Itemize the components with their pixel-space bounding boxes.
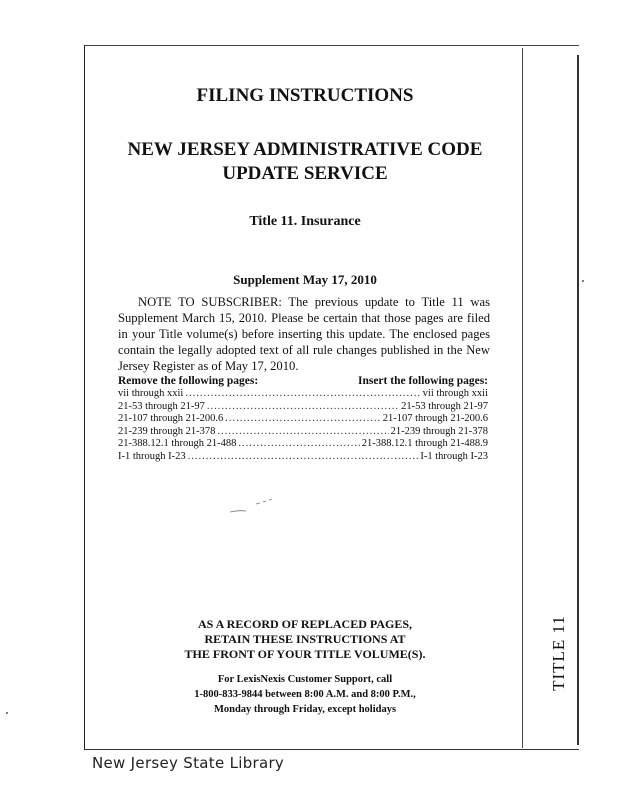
subtitle-line-1: NEW JERSEY ADMINISTRATIVE CODE: [127, 139, 483, 160]
record-line-2: RETAIN THESE INSTRUCTIONS AT: [204, 632, 406, 646]
page-replacement-table: [118, 375, 488, 463]
title-tab-label: TITLE 11: [549, 615, 568, 691]
leader-dots: [225, 413, 380, 426]
tab-outer-edge: [577, 55, 579, 745]
title-number: Title 11. Insurance: [249, 214, 361, 229]
leader-dots: [188, 451, 419, 464]
record-notice: [150, 617, 460, 662]
table-row: [118, 451, 488, 464]
insert-range: 21-239 through 21-378: [390, 425, 488, 437]
table-header: [118, 375, 488, 387]
document-subtitle: [100, 138, 510, 186]
remove-range: vii through xxii: [118, 388, 184, 399]
tab-divider-line: [522, 48, 523, 748]
remove-range: I-1 through I-23: [118, 450, 186, 462]
support-line-3: Monday through Friday, except holidays: [213, 704, 397, 715]
table-row: [118, 401, 488, 414]
record-line-1: AS A RECORD OF REPLACED PAGES,: [197, 617, 413, 631]
leader-dots: [238, 438, 359, 451]
subtitle-line-2: UPDATE SERVICE: [222, 163, 388, 184]
remove-header: Remove the following pages:: [118, 375, 259, 387]
support-line-2: 1-800-833-9844 between 8:00 A.M. and 8:00 P.M.,: [194, 689, 416, 700]
supplement-date: Supplement May 17, 2010: [233, 272, 377, 287]
insert-header: Insert the following pages:: [357, 375, 488, 387]
remove-range: 21-388.12.1 through 21-488: [118, 438, 237, 449]
pencil-mark: [228, 496, 274, 516]
leader-dots: [217, 426, 388, 439]
scan-speck: [6, 712, 8, 714]
subscriber-note: NOTE TO SUBSCRIBER: The previous update to Title 11 was Supplement March 15, 2010. Please be certain that those pages are filed in your Title volume(s) before inserting this update. The enclosed pages contain the legally adopted text of all rule changes published in the New Jersey Register as of May 17, 2010.: [118, 295, 490, 373]
leader-dots: [185, 388, 420, 401]
remove-range: 21-53 through 21-97: [118, 400, 205, 412]
library-stamp: New Jersey State Library: [92, 754, 285, 772]
insert-range: I-1 through I-23: [420, 450, 488, 462]
table-row: [118, 438, 488, 451]
table-row: [118, 413, 488, 426]
customer-support-info: [150, 672, 460, 717]
table-row: [118, 388, 488, 401]
insert-range: 21-53 through 21-97: [401, 400, 488, 412]
record-line-3: THE FRONT OF YOUR TITLE VOLUME(S).: [184, 647, 426, 661]
insert-range: 21-388.12.1 through 21-488.9: [361, 438, 488, 449]
document-title: FILING INSTRUCTIONS: [196, 85, 414, 106]
scan-speck: [582, 280, 584, 282]
insert-range: 21-107 through 21-200.6: [382, 413, 488, 424]
remove-range: 21-107 through 21-200.6: [118, 413, 224, 424]
support-line-1: For LexisNexis Customer Support, call: [217, 674, 393, 685]
table-row: [118, 426, 488, 439]
leader-dots: [207, 401, 399, 414]
remove-range: 21-239 through 21-378: [118, 425, 216, 437]
insert-range: vii through xxii: [422, 388, 488, 399]
